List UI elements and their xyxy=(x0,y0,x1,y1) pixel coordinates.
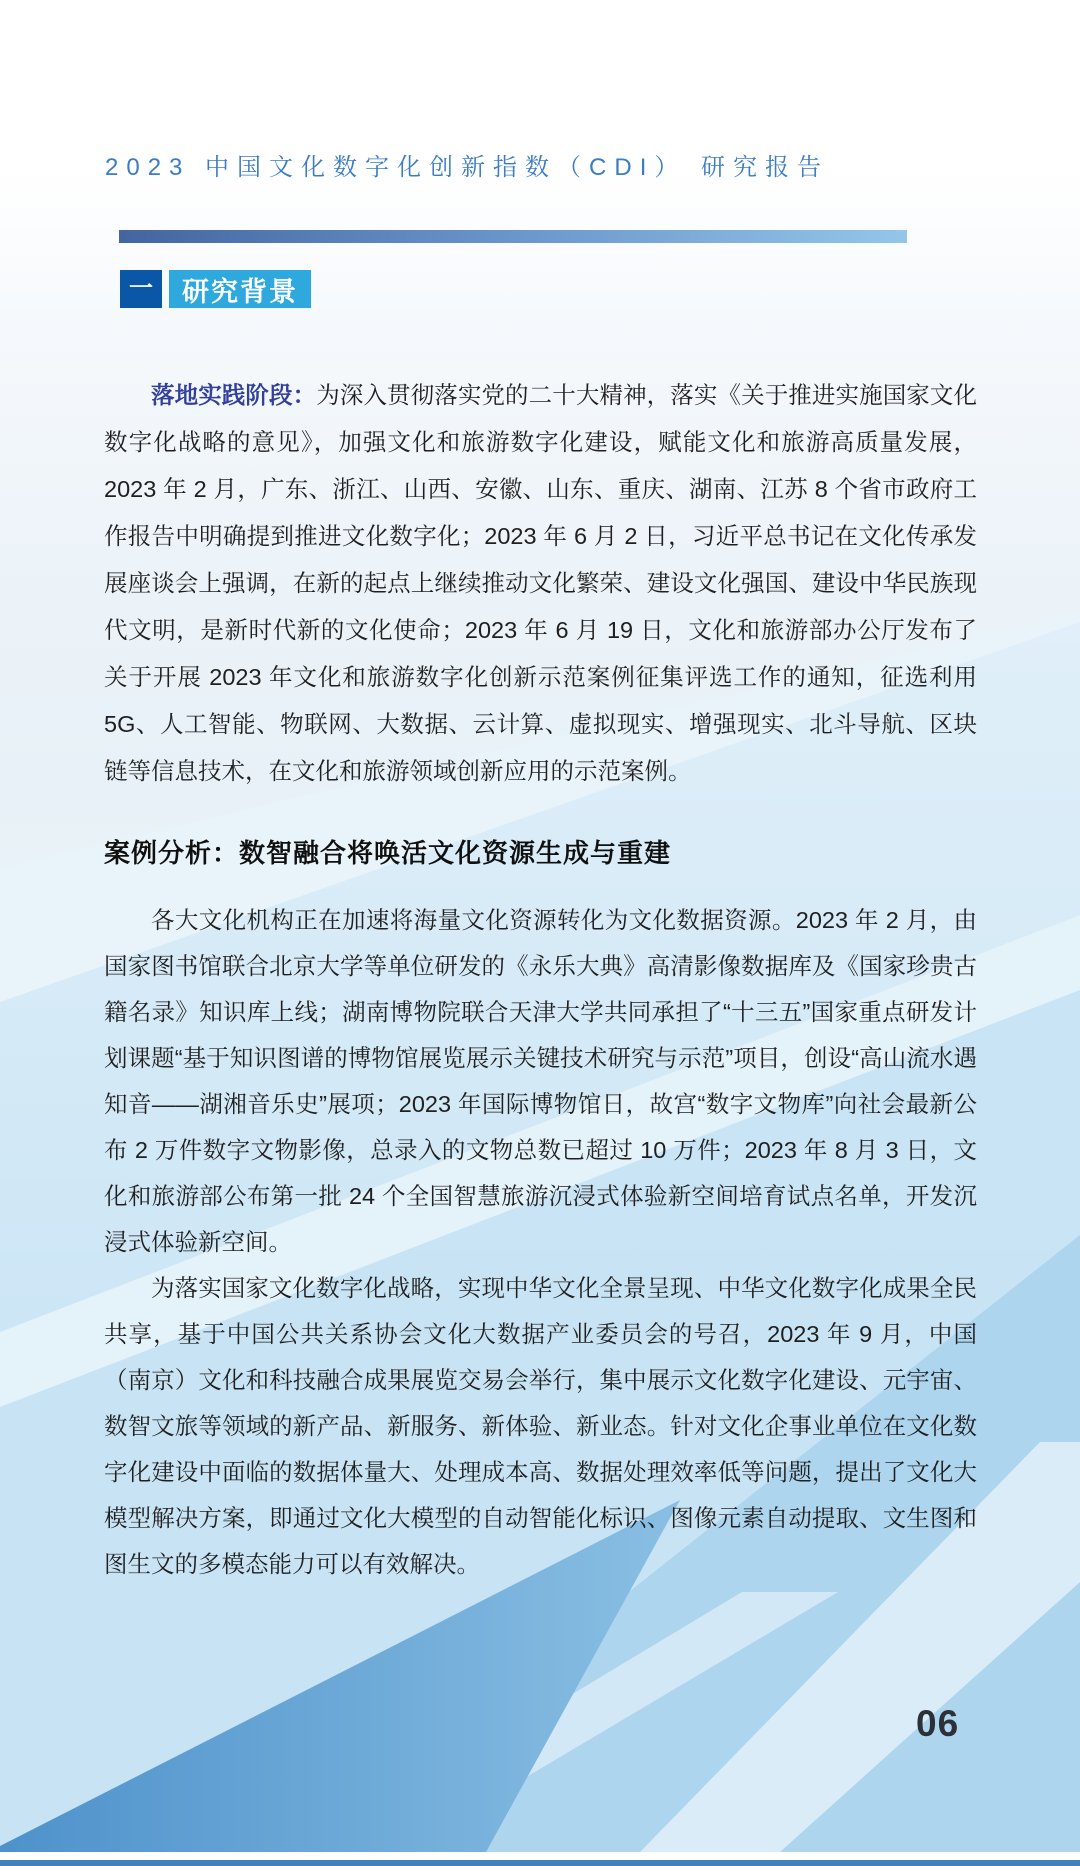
paragraph-strategy-implementation: 为落实国家文化数字化战略，实现中华文化全景呈现、中华文化数字化成果全民共享，基于中国公共关系协会文化大数据产业委员会的号召，2023 年 9 月，中国（南京）文化和科技融合成果展览交易会举行，集中展示文化数字化建设、元宇宙、数智文旅等领域的新产品、新服务、新体验、新业态。针对文化企事业单位在文化数字化建设中面临的数据体量大、处理成本高、数据处理效率低等问题，提出了文化大模型解决方案，即通过文化大模型的自动智能化标识、图像元素自动提取、文生图和图生文的多模态能力可以有效解决。 xyxy=(104,1275,977,1577)
paragraph-case-examples: 各大文化机构正在加速将海量文化资源转化为文化数据资源。2023 年 2 月，由国家图书馆联合北京大学等单位研发的《永乐大典》高清影像数据库及《国家珍贵古籍名录》知识库上线；湖南博物院联合天津大学共同承担了“十三五”国家重点研发计划课题“基于知识图谱的博物馆展览展示关键技术研究与示范”项目，创设“高山流水遇知音——湖湘音乐史”展项；2023 年国际博物馆日，故宫“数字文物库”向社会最新公布 2 万件数字文物影像，总录入的文物总数已超过 10 万件；2023 年 8 月 3 日，文化和旅游部公布第一批 24 个全国智慧旅游沉浸式体验新空间培育试点名单，开发沉浸式体验新空间。 xyxy=(104,907,977,1255)
bottom-edge-line xyxy=(0,1860,1080,1866)
header-divider-bar xyxy=(119,230,907,243)
paragraph-practice-stage-text: 为深入贯彻落实党的二十大精神，落实《关于推进实施国家文化数字化战略的意见》，加强文化和旅游数字化建设，赋能文化和旅游高质量发展，2023 年 2 月，广东、浙江、山西、安徽、山东、重庆、湖南、江苏 8 个省市政府工作报告中明确提到推进文化数字化；2023 年 6 月 2 日，习近平总书记在文化传承发展座谈会上强调，在新的起点上继续推动文化繁荣、建设文化强国、建设中华民族现代文明，是新时代新的文化使命；2023 年 6 月 19 日，文化和旅游部办公厅发布了关于开展 2023 年文化和旅游数字化创新示范案例征集评选工作的通知，征选利用 5G、人工智能、物联网、大数据、云计算、虚拟现实、增强现实、北斗导航、区块链等信息技术，在文化和旅游领域创新应用的示范案例。 xyxy=(104,382,978,784)
section-title: 研究背景 xyxy=(182,276,298,307)
bottom-white-strip xyxy=(0,1852,1080,1860)
page-number: 06 xyxy=(916,1703,960,1744)
body-content xyxy=(104,372,977,1587)
case-analysis-heading: 案例分析：数智融合将唤活文化资源生成与重建 xyxy=(104,838,672,868)
report-title: 2023 中国文化数字化创新指数（CDI） 研究报告 xyxy=(105,154,830,181)
section-number: 一 xyxy=(129,275,153,302)
paragraph-practice-stage xyxy=(104,372,977,795)
section-number-block xyxy=(120,270,162,308)
section-title-block xyxy=(169,270,311,308)
section-badge xyxy=(120,270,311,308)
paragraph-lead-label: 落地实践阶段： xyxy=(151,382,317,408)
